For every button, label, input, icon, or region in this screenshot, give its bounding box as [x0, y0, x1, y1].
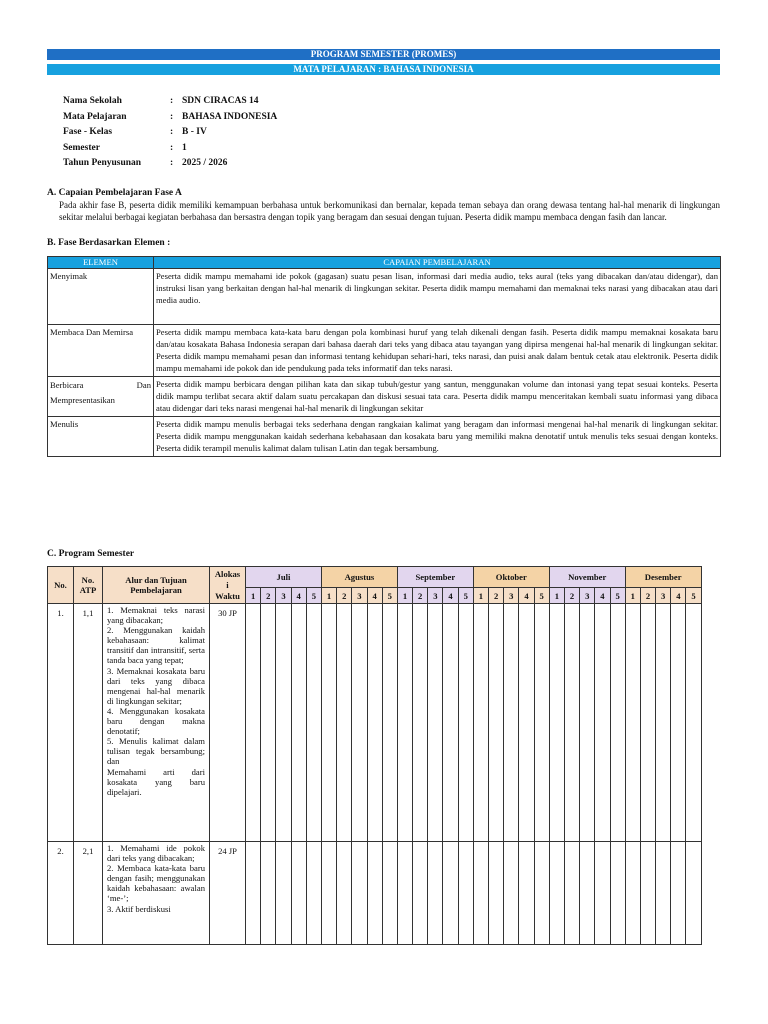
week-header: 4 — [595, 588, 610, 604]
capaian-row — [48, 325, 721, 377]
alur-item: 2. Menggunakan kaidah kebahasaan: kalimat transitif dan intransitif, serta tanda baca yang tepat; — [107, 625, 205, 666]
info-row — [63, 158, 277, 174]
row-atp: 2,1 — [74, 842, 103, 945]
subject-title-band: MATA PELAJARAN : BAHASA INDONESIA — [47, 64, 720, 75]
week-header: 3 — [580, 588, 595, 604]
week-header: 4 — [443, 588, 458, 604]
week-cell — [625, 604, 640, 842]
week-cell — [382, 842, 397, 945]
program-semester-table — [47, 566, 702, 945]
week-cell — [534, 604, 549, 842]
alur-wrap — [107, 605, 205, 797]
elemen-cell: Membaca Dan Memirsa — [48, 325, 154, 377]
col-alokasi-line1: Alokas — [214, 568, 241, 579]
week-header: 5 — [382, 588, 397, 604]
week-cell — [656, 604, 671, 842]
section-c-heading: C. Program Semester — [47, 549, 135, 559]
row-alur — [103, 842, 210, 945]
week-header: 2 — [261, 588, 276, 604]
week-cell — [413, 842, 428, 945]
info-row — [63, 127, 277, 143]
alur-item: 5. Menulis kalimat dalam tulisan tegak bersambung; dan — [107, 736, 205, 767]
month-header: Oktober — [473, 567, 549, 588]
col-alur-line2: Pembelajaran — [130, 585, 182, 595]
week-cell — [321, 842, 336, 945]
week-header: 2 — [489, 588, 504, 604]
info-value: SDN CIRACAS 14 — [182, 96, 259, 106]
alur-item: 2. Membaca kata-kata baru dengan fasih; menggunakan kaidah kebahasaan: awalan ‘me-’; — [107, 863, 205, 904]
row-alur — [103, 604, 210, 842]
alur-item: 3. Memaknai kosakata baru dari teks yang dibaca mengenai hal-hal menarik di lingkungan sekitar; — [107, 665, 205, 706]
row-alokasi: 30 JP — [210, 604, 246, 842]
info-separator: : — [170, 111, 174, 122]
week-header: 2 — [413, 588, 428, 604]
month-header: Desember — [625, 567, 701, 588]
week-cell — [564, 842, 579, 945]
week-cell — [640, 842, 655, 945]
month-header: Agustus — [321, 567, 397, 588]
col-alur-header — [103, 567, 210, 604]
capaian-cell: Peserta didik mampu menulis berbagai teks sederhana dengan rangkaian kalimat yang beragam dan informasi mengenai hal-hal menarik di lingkungan sekitar. Peserta didik mampu menggunakan kaidah sederhana kebahasaan dan kosakata baru yang memiliki makna denotatif untuk menulis teks sesuai dengan konteks. Peserta didik terampil menulis kalimat dalam tulisan Latin dan tegak bersambung. — [154, 417, 721, 457]
alur-item: 3. Aktif berdiskusi — [107, 903, 171, 914]
week-header: 1 — [321, 588, 336, 604]
alur-item: Memahami arti dari kosakata yang baru dipelajari. — [107, 766, 205, 797]
week-cell — [671, 604, 686, 842]
info-label: Mata Pelajaran — [63, 111, 127, 122]
info-label: Fase - Kelas — [63, 127, 113, 138]
month-header: November — [549, 567, 625, 588]
week-header: 1 — [549, 588, 564, 604]
col-capaian-header: CAPAIAN PEMBELAJARAN — [154, 257, 721, 269]
row-atp: 1,1 — [74, 604, 103, 842]
month-header: September — [397, 567, 473, 588]
week-header: 1 — [625, 588, 640, 604]
info-row — [63, 143, 277, 159]
week-cell — [291, 604, 306, 842]
week-cell — [489, 842, 504, 945]
week-header: 1 — [473, 588, 488, 604]
col-atp-line2: ATP — [79, 585, 97, 595]
info-label: Semester — [63, 142, 100, 153]
week-cell — [473, 604, 488, 842]
week-header: 5 — [306, 588, 321, 604]
week-cell — [276, 842, 291, 945]
week-cell — [519, 604, 534, 842]
week-cell — [428, 842, 443, 945]
info-value: 1 — [182, 142, 187, 153]
capaian-cell: Peserta didik mampu memahami ide pokok (gagasan) suatu pesan lisan, informasi dari media audio, teks aural (teks yang dibacakan dan/atau didengar), dan instruksi lisan yang berkaitan dengan hal-hal menarik di lingkungan sekitar. Peserta didik mampu memahami dan memaknai teks narasi yang dibacakan atau dari media audio. — [154, 269, 721, 325]
week-header: 3 — [656, 588, 671, 604]
capaian-cell: Peserta didik mampu membaca kata-kata baru dengan pola kombinasi huruf yang telah dikenali dengan fasih. Peserta didik mampu memaknai kosakata baru dan/atau kosakata Bahasa Indonesia serapan dari bahasa daerah dari teks yang dibaca atau tayangan yang dipirsa mengenai hal-hal menarik di lingkungan sekitar. Peserta didik mampu memahami pesan dan informasi tentang kehidupan sehari-hari, teks narasi, dan puisi anak dalam bentuk cetak atau elektronik. Peserta didik mampu memahami ide pokok dan ide pendukung pada teks informatif dan teks narasi. — [154, 325, 721, 377]
week-header: 5 — [686, 588, 701, 604]
week-cell — [580, 842, 595, 945]
week-cell — [458, 604, 473, 842]
week-cell — [580, 604, 595, 842]
week-cell — [534, 842, 549, 945]
week-header: 2 — [337, 588, 352, 604]
elemen-cell: Menulis — [48, 417, 154, 457]
week-cell — [671, 842, 686, 945]
week-cell — [306, 842, 321, 945]
week-cell — [625, 842, 640, 945]
week-cell — [595, 604, 610, 842]
info-value: 2025 / 2026 — [182, 158, 228, 169]
info-row — [63, 96, 277, 112]
week-header: 3 — [504, 588, 519, 604]
info-label: Nama Sekolah — [63, 96, 122, 106]
alur-item: 1. Memahami ide pokok dari teks yang dibacakan; — [107, 843, 205, 864]
week-header: 5 — [610, 588, 625, 604]
week-cell — [246, 604, 261, 842]
week-header: 3 — [428, 588, 443, 604]
capaian-row — [48, 417, 721, 457]
info-label: Tahun Penyusunan — [63, 158, 142, 169]
col-atp-line1: No. — [81, 575, 95, 585]
week-cell — [564, 604, 579, 842]
week-cell — [397, 842, 412, 945]
week-cell — [458, 842, 473, 945]
col-no-header: No. — [48, 567, 74, 604]
program-row — [48, 604, 702, 842]
month-header: Juli — [246, 567, 322, 588]
week-cell — [428, 604, 443, 842]
week-cell — [337, 842, 352, 945]
week-cell — [246, 842, 261, 945]
week-cell — [321, 604, 336, 842]
program-row — [48, 842, 702, 945]
week-cell — [519, 842, 534, 945]
info-separator: : — [170, 96, 174, 106]
week-header: 3 — [276, 588, 291, 604]
week-header: 5 — [534, 588, 549, 604]
week-cell — [610, 604, 625, 842]
week-cell — [549, 604, 564, 842]
row-no: 2. — [48, 842, 74, 945]
week-cell — [291, 842, 306, 945]
header-row-months — [48, 567, 702, 588]
week-cell — [397, 604, 412, 842]
week-cell — [382, 604, 397, 842]
elemen-cell: Menyimak — [48, 269, 154, 325]
section-b-heading: B. Fase Berdasarkan Elemen : — [47, 238, 171, 248]
week-cell — [367, 842, 382, 945]
info-separator: : — [170, 142, 174, 153]
week-header: 4 — [291, 588, 306, 604]
week-cell — [595, 842, 610, 945]
capaian-cell: Peserta didik mampu berbicara dengan pilihan kata dan sikap tubuh/gestur yang santun, menggunakan volume dan intonasi yang tepat sesuai konteks. Peserta didik mampu terlibat secara aktif dalam suatu percakapan dan diskusi sesuai tata cara. Peserta didik mampu menceritakan kembali suatu informasi yang dibaca atau didengar dari teks narasi mengenai hal-hal menarik di lingkungan sekitar — [154, 377, 721, 417]
week-header: 2 — [640, 588, 655, 604]
week-header: 1 — [397, 588, 412, 604]
week-cell — [367, 604, 382, 842]
week-header: 1 — [246, 588, 261, 604]
week-cell — [473, 842, 488, 945]
col-alokasi-line2: i — [226, 579, 229, 590]
col-atp-header — [74, 567, 103, 604]
week-header: 4 — [367, 588, 382, 604]
school-info-table — [63, 96, 277, 174]
week-cell — [504, 604, 519, 842]
week-cell — [686, 604, 701, 842]
capaian-row — [48, 377, 721, 417]
week-cell — [640, 604, 655, 842]
elemen-cell: Berbicara Dan Mempresentasikan — [48, 377, 154, 417]
week-cell — [504, 842, 519, 945]
col-alokasi-header — [210, 567, 246, 604]
alur-item: 4. Menggunakan kosakata baru dengan makna denotatif; — [107, 705, 205, 737]
section-a-heading: A. Capaian Pembelajaran Fase A — [47, 188, 182, 198]
col-elemen-header: ELEMEN — [48, 257, 154, 269]
week-header: 5 — [458, 588, 473, 604]
capaian-row — [48, 269, 721, 325]
week-cell — [337, 604, 352, 842]
week-cell — [443, 604, 458, 842]
row-alokasi: 24 JP — [210, 842, 246, 945]
info-separator: : — [170, 127, 174, 138]
info-value: BAHASA INDONESIA — [182, 111, 278, 122]
week-cell — [261, 604, 276, 842]
week-cell — [413, 604, 428, 842]
week-cell — [489, 604, 504, 842]
week-cell — [656, 842, 671, 945]
week-cell — [686, 842, 701, 945]
col-alur-line1: Alur dan Tujuan — [125, 575, 187, 585]
week-cell — [549, 842, 564, 945]
col-alokasi-line3: Waktu — [215, 590, 240, 601]
week-cell — [261, 842, 276, 945]
week-cell — [443, 842, 458, 945]
week-cell — [352, 842, 367, 945]
week-cell — [306, 604, 321, 842]
week-cell — [352, 604, 367, 842]
capaian-table — [47, 256, 721, 457]
week-header: 4 — [671, 588, 686, 604]
alur-item: 1. Memaknai teks narasi yang dibacakan; — [107, 605, 205, 626]
document-title-band: PROGRAM SEMESTER (PROMES) — [47, 49, 720, 60]
info-separator: : — [170, 158, 174, 169]
week-cell — [276, 604, 291, 842]
alur-wrap — [107, 843, 205, 914]
info-row — [63, 112, 277, 128]
week-header: 4 — [519, 588, 534, 604]
week-header: 3 — [352, 588, 367, 604]
info-value: B - IV — [182, 127, 207, 138]
week-header: 2 — [564, 588, 579, 604]
section-a-text: Pada akhir fase B, peserta didik memiliki kemampuan berbahasa untuk berkomunikasi dan bernalar, kepada teman sebaya dan orang dewasa tentang hal-hal menarik di lingkungan sekitar melalui berbagai kegiatan berbahasa dan bersastra dengan topik yang beragam dan sesuai dengan tujuan. Peserta didik mampu membaca dengan fasih dan lancar. — [59, 200, 720, 223]
row-no: 1. — [48, 604, 74, 842]
week-cell — [610, 842, 625, 945]
